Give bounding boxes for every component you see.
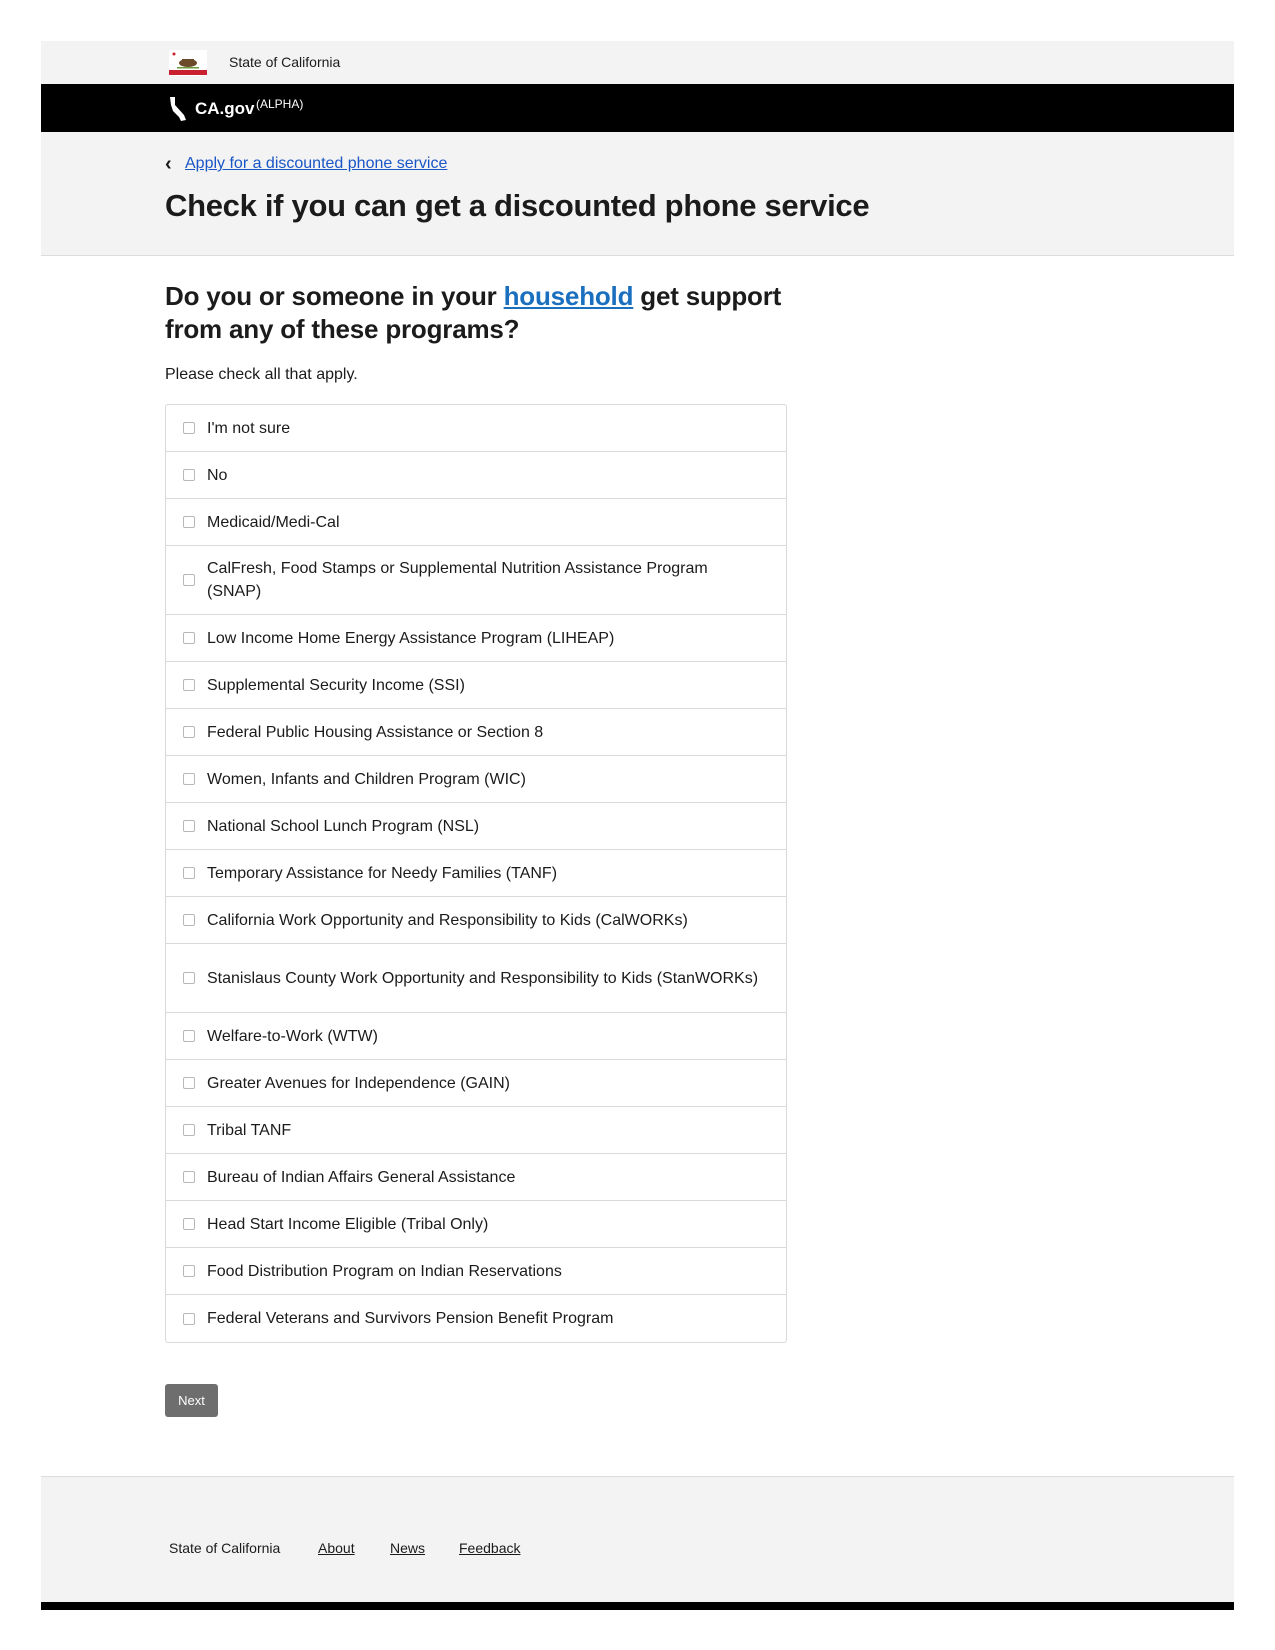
option-calworks[interactable]	[166, 897, 786, 944]
option-label: Low Income Home Energy Assistance Program (LIHEAP)	[207, 629, 615, 647]
option-not-sure[interactable]	[166, 405, 786, 452]
option-label: California Work Opportunity and Responsibility to Kids (CalWORKs)	[207, 911, 688, 929]
checkbox[interactable]	[183, 972, 195, 984]
option-label: Food Distribution Program on Indian Reservations	[207, 1262, 562, 1280]
back-link[interactable]: Apply for a discounted phone service	[185, 155, 448, 172]
option-stanworks[interactable]	[166, 944, 786, 1013]
option-label: Federal Veterans and Survivors Pension Benefit Program	[207, 1310, 614, 1327]
checkbox[interactable]	[183, 679, 195, 691]
option-tribal-tanf[interactable]	[166, 1107, 786, 1154]
option-section-8[interactable]	[166, 709, 786, 756]
state-of-california-label: State of California	[229, 54, 341, 70]
option-nsl[interactable]	[166, 803, 786, 850]
california-outline-icon[interactable]	[168, 96, 188, 122]
footer-link-about[interactable]: About	[318, 1540, 355, 1556]
main-content	[165, 280, 805, 1417]
checkbox[interactable]	[183, 1218, 195, 1230]
option-veterans-pension[interactable]	[166, 1295, 786, 1342]
checkbox[interactable]	[183, 1171, 195, 1183]
option-gain[interactable]	[166, 1060, 786, 1107]
option-label: Supplemental Security Income (SSI)	[207, 676, 465, 694]
question-hint: Please check all that apply.	[165, 366, 358, 383]
checkbox[interactable]	[183, 422, 195, 434]
checkbox[interactable]	[183, 1077, 195, 1089]
footer-link-feedback[interactable]: Feedback	[459, 1540, 521, 1556]
option-fdpir[interactable]	[166, 1248, 786, 1295]
option-label: Greater Avenues for Independence (GAIN)	[207, 1074, 510, 1092]
bottom-bar	[41, 1602, 1234, 1610]
checkbox[interactable]	[183, 773, 195, 785]
footer-link-news[interactable]: News	[390, 1540, 426, 1556]
option-label: Tribal TANF	[207, 1121, 292, 1139]
option-label: National School Lunch Program (NSL)	[207, 817, 480, 835]
checkbox[interactable]	[183, 867, 195, 879]
option-label: I'm not sure	[207, 419, 291, 437]
option-label: Women, Infants and Children Program (WIC)	[207, 770, 526, 788]
option-label: Head Start Income Eligible (Tribal Only)	[207, 1215, 489, 1233]
option-label: CalFresh, Food Stamps or Supplemental Nutrition Assistance Program (SNAP)	[207, 560, 708, 600]
california-flag-icon	[169, 50, 207, 76]
option-medicaid[interactable]	[166, 499, 786, 546]
checkbox[interactable]	[183, 516, 195, 528]
option-wic[interactable]	[166, 756, 786, 803]
alpha-badge: (ALPHA)	[256, 97, 304, 111]
option-calfresh-snap[interactable]	[166, 546, 786, 615]
chevron-left-icon[interactable]: ‹	[165, 153, 172, 175]
ca-gov-logo-text[interactable]: CA.gov	[195, 99, 255, 118]
question-suffix: get support from any of these programs?	[165, 281, 782, 344]
checkbox[interactable]	[183, 574, 195, 586]
checkbox[interactable]	[183, 632, 195, 644]
option-label: No	[207, 466, 228, 484]
question-prefix: Do you or someone in your	[165, 281, 504, 311]
checkbox[interactable]	[183, 820, 195, 832]
checkbox[interactable]	[183, 1124, 195, 1136]
question-heading	[165, 280, 805, 346]
option-label: Temporary Assistance for Needy Families (TANF)	[207, 864, 558, 882]
checkbox[interactable]	[183, 914, 195, 926]
option-tanf[interactable]	[166, 850, 786, 897]
page-frame	[41, 41, 1234, 1611]
next-button[interactable]: Next	[165, 1384, 218, 1417]
checkbox[interactable]	[183, 1030, 195, 1042]
option-ssi[interactable]	[166, 662, 786, 709]
branding-bar	[41, 84, 1234, 132]
footer	[41, 1476, 1234, 1602]
checkbox[interactable]	[183, 1265, 195, 1277]
option-liheap[interactable]	[166, 615, 786, 662]
program-options	[165, 404, 787, 1343]
footer-state-of-california: State of California	[169, 1540, 281, 1556]
utility-bar	[41, 41, 1234, 84]
option-label: Stanislaus County Work Opportunity and Responsibility to Kids (StanWORKs)	[207, 969, 759, 987]
option-bia-general-assistance[interactable]	[166, 1154, 786, 1201]
option-label: Medicaid/Medi-Cal	[207, 513, 340, 531]
checkbox[interactable]	[183, 726, 195, 738]
page-title: Check if you can get a discounted phone service	[165, 188, 870, 223]
household-link[interactable]: household	[503, 281, 634, 311]
option-head-start[interactable]	[166, 1201, 786, 1248]
option-wtw[interactable]	[166, 1013, 786, 1060]
option-label: Bureau of Indian Affairs General Assistance	[207, 1168, 516, 1186]
checkbox[interactable]	[183, 469, 195, 481]
checkbox[interactable]	[183, 1313, 195, 1325]
page-header	[41, 132, 1234, 256]
option-label: Welfare-to-Work (WTW)	[207, 1027, 378, 1045]
option-no[interactable]	[166, 452, 786, 499]
option-label: Federal Public Housing Assistance or Section 8	[207, 723, 544, 741]
